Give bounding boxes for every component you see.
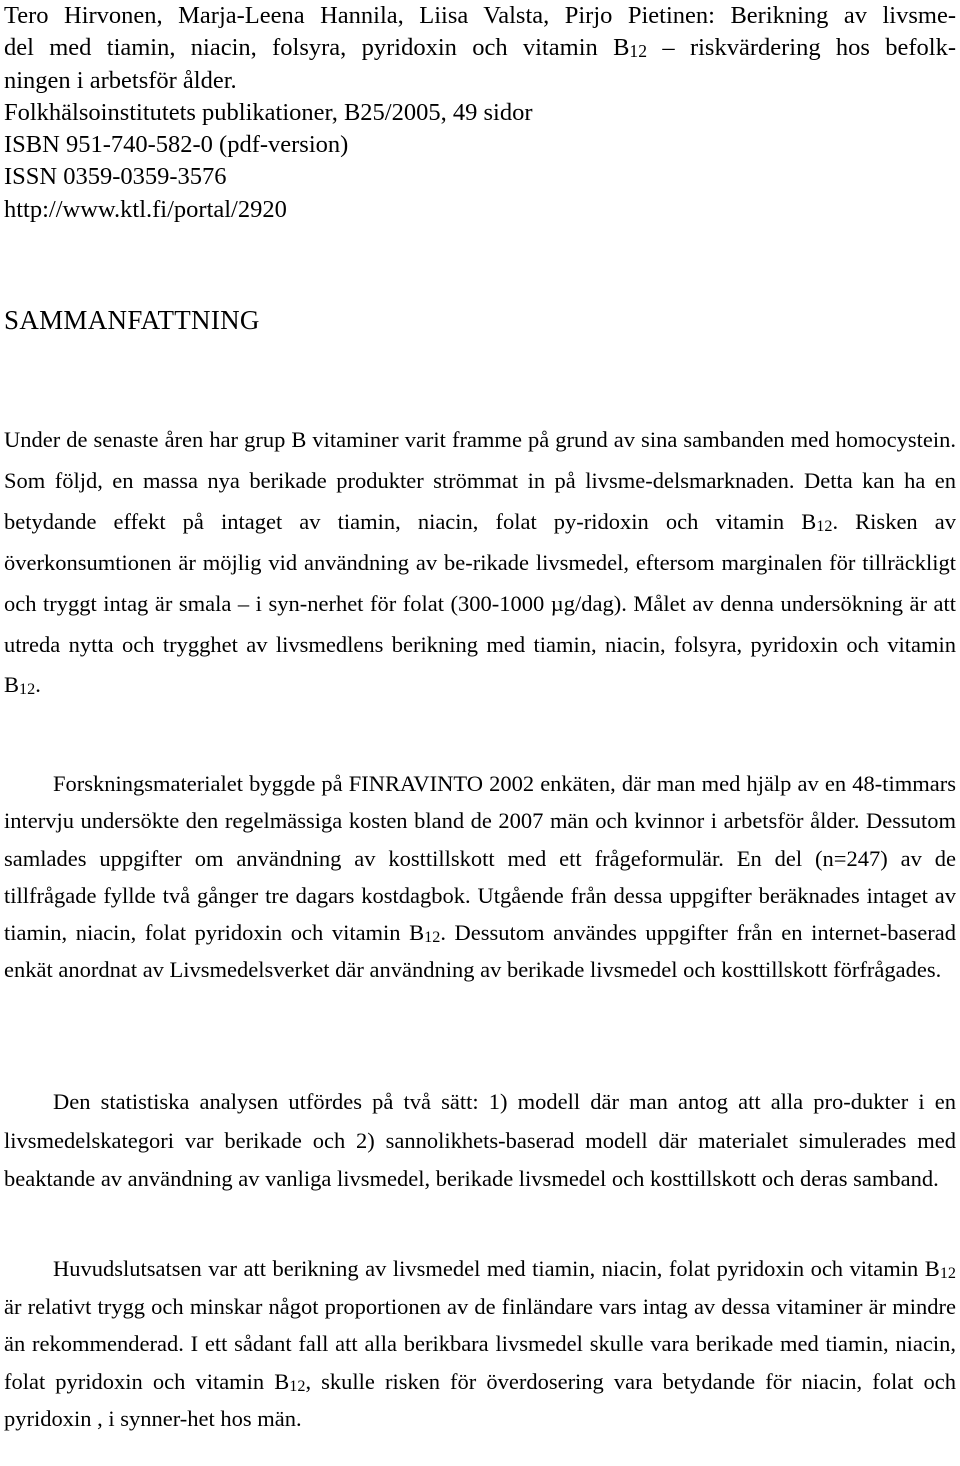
url: http://www.ktl.fi/portal/2920	[4, 195, 287, 223]
p2-text-b: . Dessutom användes uppgifter från en internet-baserad enkät anordnat av Livsmedelsverket där användning av berikade livsmedel och kosttillskott förfrågades.	[4, 920, 956, 983]
document-page	[4, 0, 956, 1431]
authors-title-line-1: Tero Hirvonen, Marja-Leena Hannila, Liisa Valsta, Pirjo Pietinen: Berikning av livsme-	[4, 2, 956, 29]
p1-text-c: .	[35, 672, 41, 698]
p3-text-a: Den statistiska analysen utfördes på två sätt: 1) modell där man antog att alla pro-dukter i en livsmedelskategori var berikade och 2) sannolikhets-baserad modell där materialet simulerades med beaktande av användning av vanliga livsmedel, berikade livsmedel och kosttillskott och deras samband.	[4, 1089, 956, 1191]
subscript: 12	[939, 1263, 956, 1282]
paragraph-3	[4, 1083, 956, 1199]
paragraph-4	[4, 1250, 956, 1438]
subscript: 12	[424, 928, 441, 947]
paragraph-1	[4, 420, 956, 706]
p4-text-b: är relativt trygg och minskar något proportionen av de finländare vars intag av dessa vitaminer är mindre än rekommenderad. I ett sådant fall att alla berikbara livsmedel skulle vara berikade med tiamin, niacin, folat pyridoxin och vitamin B	[4, 1293, 956, 1394]
p4-text-a: Huvudslutsatsen var att berikning av livsmedel med tiamin, niacin, folat pyridoxin och vitamin B	[53, 1256, 940, 1281]
p2-text-a: Forskningsmaterialet byggde på FINRAVINTO 2002 enkäten, där man med hjälp av en 48-timmars intervju undersökte den regelmässiga kosten bland de 2007 män och kvinnor i arbetsför ålder. Dessutom samlades uppgifter om användning av kosttillskott med ett frågeformulär. En del (n=247) av de tillfrågade fyllde två gånger tre dagars kostdagbok. Utgående från dessa uppgifter beräknades intaget av tiamin, niacin, folat pyridoxin och vitamin B	[4, 771, 956, 946]
subscript: 12	[289, 1376, 306, 1395]
series-info: Folkhälsoinstitutets publikationer, B25/2005, 49 sidor	[4, 98, 533, 126]
authors-title-line-2	[4, 32, 956, 64]
paragraph-2	[4, 765, 956, 989]
title-text: del med tiamin, niacin, folsyra, pyridoxin och vitamin B	[4, 34, 630, 62]
p4-text-c: , skulle risken för överdosering vara betydande för niacin, folat och pyridoxin , i synner-het hos män.	[4, 1368, 956, 1431]
section-heading: SAMMANFATTNING	[4, 305, 260, 335]
issn: ISSN 0359-0359-3576	[4, 163, 227, 191]
publication-info	[4, 0, 956, 226]
p1-text-b: . Risken av överkonsumtionen är möjlig vid användning av be-rikade livsmedel, eftersom marginalen för tillräckligt och tryggt intag är smala – i syn-nerhet för folat (300-1000 µg/dag). Målet av denna undersökning är att utreda nytta och trygghet av livsmedlens berikning med tiamin, niacin, folsyra, pyridoxin och vitamin B	[4, 508, 956, 698]
p1-text-a: Under de senaste åren har grup B vitaminer varit framme på grund av sina sambanden med homocystein. Som följd, en massa nya berikade produkter strömmat in på livsme-delsmarknaden. Detta kan ha en betydande effekt på intaget av tiamin, niacin, folat py-ridoxin och vitamin B	[4, 427, 956, 534]
authors-title-line-3: ningen i arbetsför ålder.	[4, 66, 237, 94]
subscript: 12	[19, 680, 36, 699]
subscript: 12	[816, 516, 833, 535]
subscript: 12	[629, 41, 648, 62]
isbn: ISBN 951-740-582-0 (pdf-version)	[4, 131, 349, 159]
title-text-tail: – riskvärdering hos befolk-	[647, 34, 956, 62]
